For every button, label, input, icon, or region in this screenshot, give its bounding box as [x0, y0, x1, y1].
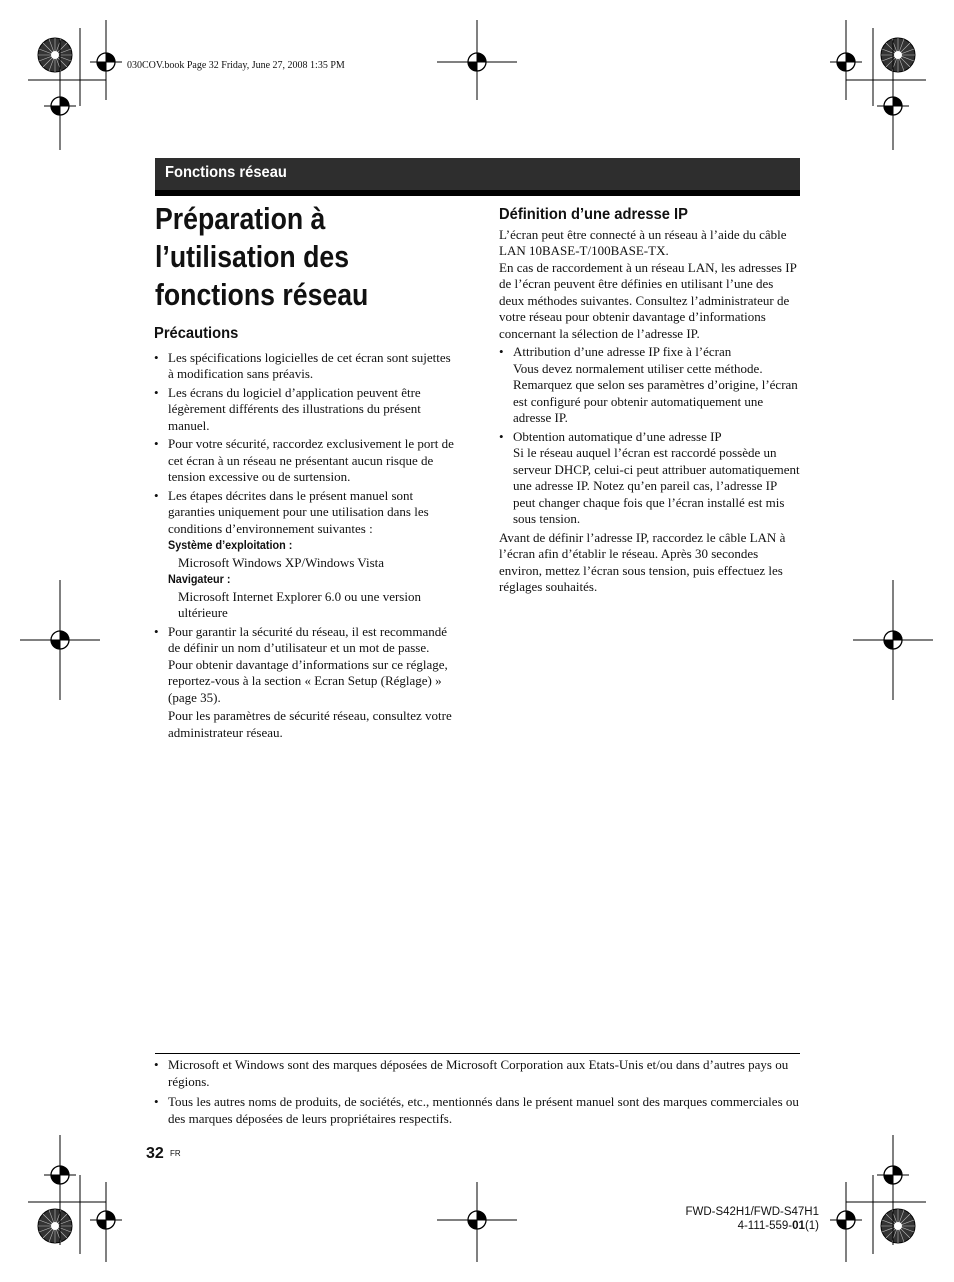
star-target-top-right [881, 38, 915, 72]
ip-intro-2: En cas de raccordement à un réseau LAN, les adresses IP de l’écran peuvent être définies en utilisant l’une des deux méthodes suivantes. Consultez l’administrateur de votre réseau pour obtenir davantage d’informations concernant la sélection de l’adresse IP. [499, 259, 797, 341]
ip-intro-1: L’écran peut être connecté à un réseau à l’aide du câble LAN 10BASE-T/100BASE-TX. [499, 226, 787, 258]
page-title-line-3: fonctions réseau [155, 277, 369, 312]
section-title: Fonctions réseau [165, 164, 287, 181]
list-item: • Les spécifications logicielles de cet écran sont sujettes à modification sans préavis. [154, 350, 456, 383]
browser-value: Microsoft Internet Explorer 6.0 ou une version ultérieure [178, 588, 421, 620]
precautions-section [154, 326, 456, 743]
precautions-heading: Précautions [154, 325, 239, 342]
book-info-header: 030COV.book Page 32 Friday, June 27, 2008 1:35 PM [127, 60, 345, 71]
method-text: Vous devez normalement utiliser cette méthode. Remarquez que selon ses paramètres d’origine, l’écran est configuré pour obtenir automatiquement une adresse IP. [513, 360, 798, 425]
list-item: • Pour garantir la sécurité du réseau, il est recommandé de définir un nom d’utilisateur et un mot de passe. Pour obtenir davantage d’informations sur ce réglage, reportez-vous à la section « Ecran Setup (Réglage) » (page 35). Pour les paramètres de sécurité réseau, consultez votre administrateur réseau. [154, 624, 456, 742]
model-number: FWD-S42H1/FWD-S47H1 [685, 1206, 819, 1218]
browser-label: Navigateur : [168, 574, 231, 586]
os-label: Système d’exploitation : [168, 540, 293, 552]
page-title-line-1: Préparation à [155, 201, 326, 236]
list-item: • Les écrans du logiciel d’application peuvent être légèrement différents des illustrations du présent manuel. [154, 385, 456, 435]
list-item: • Microsoft et Windows sont des marques déposées de Microsoft Corporation aux Etats-Unis et/ou dans d’autres pays ou régions. [154, 1057, 804, 1090]
star-target-bottom-right [881, 1209, 915, 1243]
model-info [685, 1205, 819, 1233]
star-target-bottom-left [38, 1209, 72, 1243]
method-title: Attribution d’une adresse IP fixe à l’écran [513, 344, 732, 359]
list-item [499, 429, 801, 528]
footnote-divider [155, 1053, 800, 1054]
star-target-top-left [38, 38, 72, 72]
os-value: Microsoft Windows XP/Windows Vista [178, 554, 385, 570]
page-title [155, 200, 439, 314]
list-item: • Pour votre sécurité, raccordez exclusivement le port de cet écran à un réseau ne présentant aucun risque de tension excessive ou de surtension. [154, 436, 456, 486]
page-number: 32 [146, 1145, 164, 1162]
ip-methods-list [499, 344, 801, 528]
method-text: Si le réseau auquel l’écran est raccordé possède un serveur DHCP, celui-ci peut attribuer automatiquement une adresse IP. Notez qu’en pareil cas, l’adresse IP peut changer chaque fois que l’écran installé est mis sous tension. [513, 445, 800, 526]
ip-section [499, 207, 801, 596]
section-header-band [155, 158, 800, 196]
list-item [499, 344, 801, 427]
footnotes [154, 1057, 804, 1129]
page-title-line-2: l’utilisation des [155, 239, 350, 274]
ip-heading: Définition d’une adresse IP [499, 206, 688, 223]
list-item: • Les étapes décrites dans le présent manuel sont garanties uniquement pour une utilisation dans les conditions d’environnement suivantes : Système d’exploitation : Microsoft Windows XP/Windows Vista Navigateur : Microsoft Internet Explorer 6.0 ou une version ultérieure [154, 488, 456, 622]
part-code: 4-111-559-01(1) [737, 1220, 819, 1232]
security-note: Pour les paramètres de sécurité réseau, consultez votre administrateur réseau. [168, 708, 452, 740]
ip-closing: Avant de définir l’adresse IP, raccordez le câble LAN à l’écran afin d’établir le réseau. Après 30 secondes environ, mettez l’écran sous tension, puis effectuez les réglages souhaités. [499, 529, 786, 594]
page-language: FR [170, 1149, 181, 1158]
precautions-list [154, 350, 456, 742]
list-item: • Tous les autres noms de produits, de sociétés, etc., mentionnés dans le présent manuel sont des marques commerciales ou des marques déposées de leurs propriétaires respectifs. [154, 1094, 804, 1127]
method-title: Obtention automatique d’une adresse IP [513, 428, 722, 444]
